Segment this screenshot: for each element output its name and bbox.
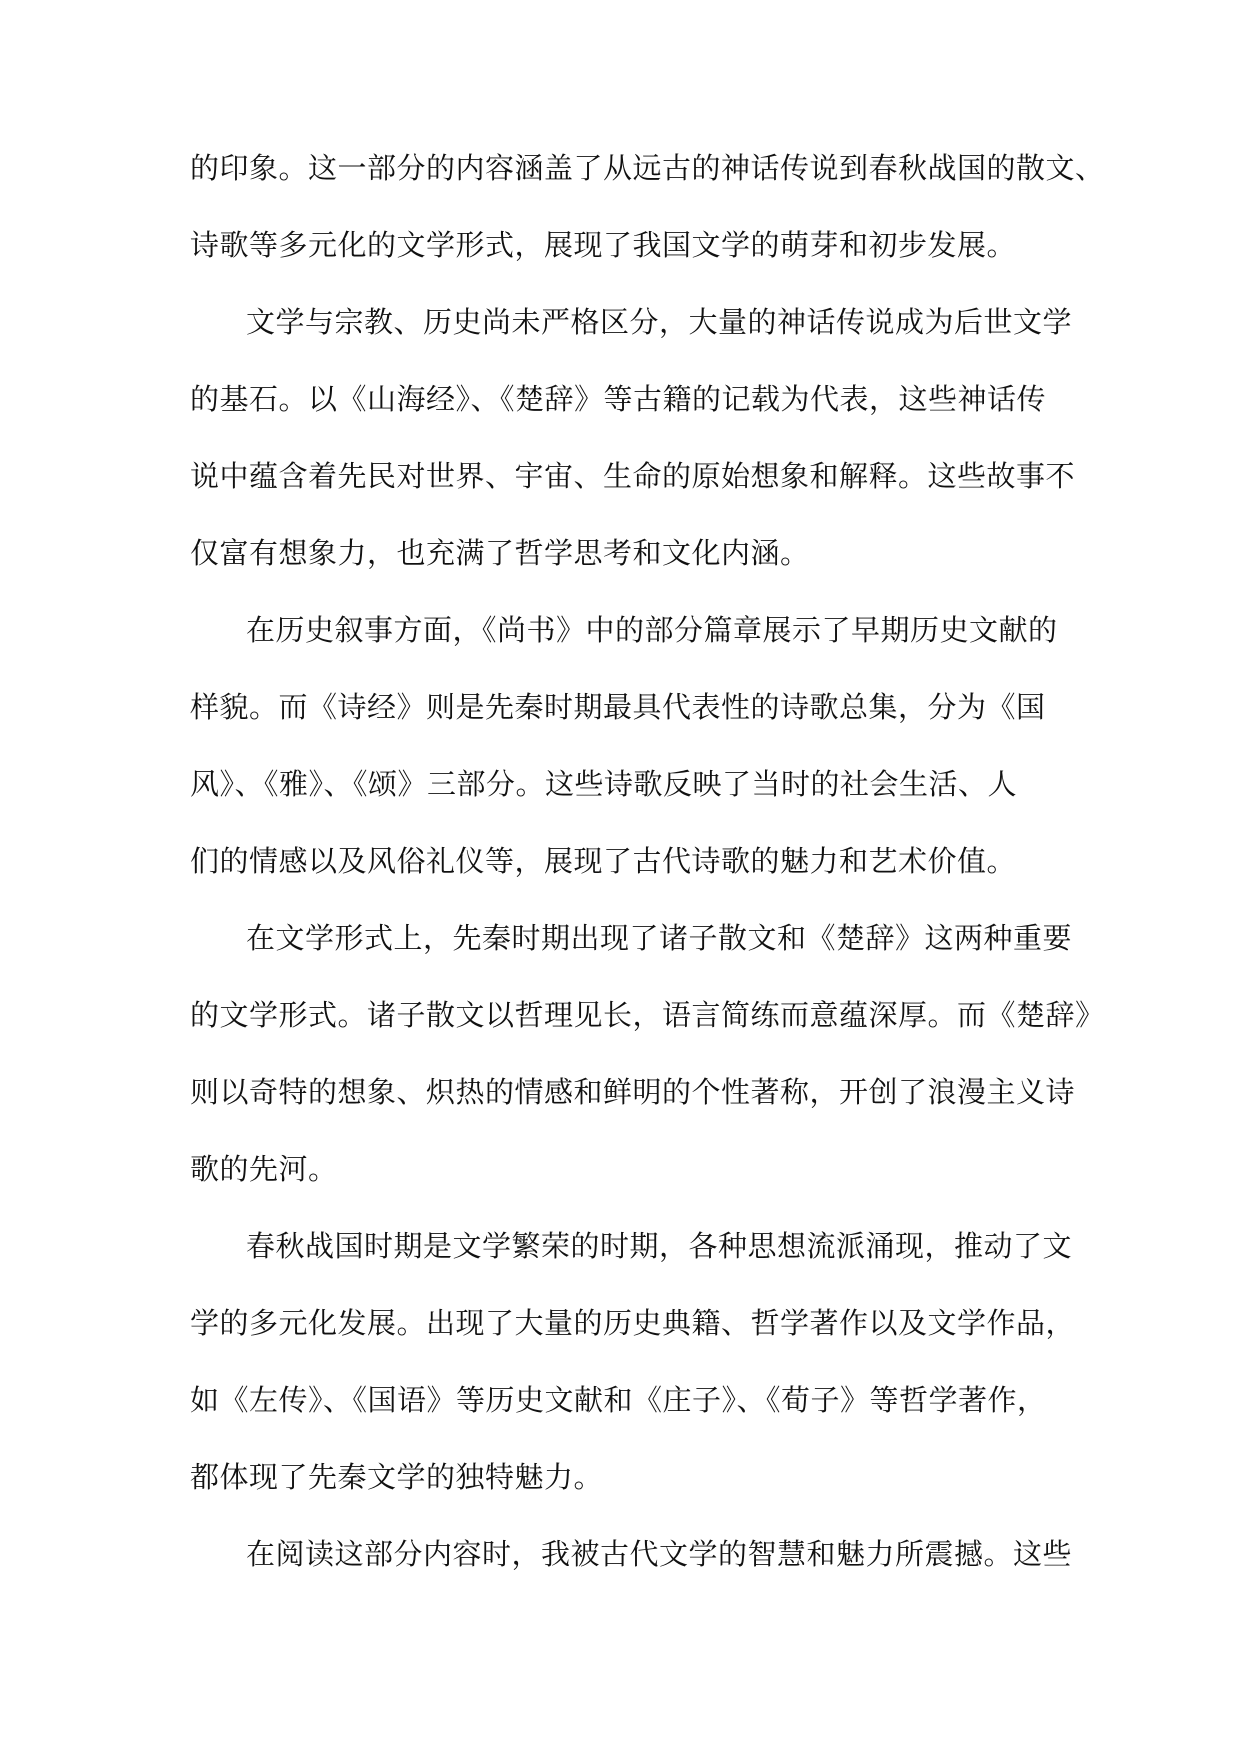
- text-line: 诗歌等多元化的文学形式，展现了我国文学的萌芽和初步发展。: [190, 228, 1017, 262]
- text-line: 的印象。这一部分的内容涵盖了从远古的神话传说到春秋战国的散文、: [190, 151, 1105, 185]
- text-line: 样貌。而《诗经》则是先秦时期最具代表性的诗歌总集，分为《国: [190, 690, 1046, 724]
- text-line: 风》、《雅》、《颂》三部分。这些诗歌反映了当时的社会生活、人: [190, 767, 1018, 801]
- text-line: 们的情感以及风俗礼仪等，展现了古代诗歌的魅力和艺术价值。: [190, 844, 1017, 878]
- text-line: 仅富有想象力，也充满了哲学思考和文化内涵。: [190, 536, 810, 570]
- text-line: 都体现了先秦文学的独特魅力。: [190, 1460, 604, 1494]
- text-line: 在历史叙事方面，《尚书》中的部分篇章展示了早期历史文献的: [246, 613, 1058, 647]
- text-line: 则以奇特的想象、炽热的情感和鲜明的个性著称，开创了浪漫主义诗: [190, 1075, 1076, 1109]
- text-line: 在文学形式上，先秦时期出现了诸子散文和《楚辞》这两种重要: [246, 921, 1073, 955]
- text-line: 歌的先河。: [190, 1152, 338, 1186]
- text-line: 的基石。以《山海经》、《楚辞》等古籍的记载为代表，这些神话传: [190, 382, 1047, 416]
- text-line: 在阅读这部分内容时，我被古代文学的智慧和魅力所震撼。这些: [246, 1537, 1073, 1571]
- text-line: 春秋战国时期是文学繁荣的时期，各种思想流派涌现，推动了文: [246, 1229, 1073, 1263]
- text-line: 学的多元化发展。出现了大量的历史典籍、哲学著作以及文学作品，: [190, 1306, 1076, 1340]
- text-line: 说中蕴含着先民对世界、宇宙、生命的原始想象和解释。这些故事不: [190, 459, 1076, 493]
- text-line: 的文学形式。诸子散文以哲理见长，语言简练而意蕴深厚。而《楚辞》: [190, 998, 1105, 1032]
- text-line: 如《左传》、《国语》等历史文献和《庄子》、《荀子》等哲学著作，: [190, 1383, 1047, 1417]
- text-line: 文学与宗教、历史尚未严格区分，大量的神话传说成为后世文学: [246, 305, 1073, 339]
